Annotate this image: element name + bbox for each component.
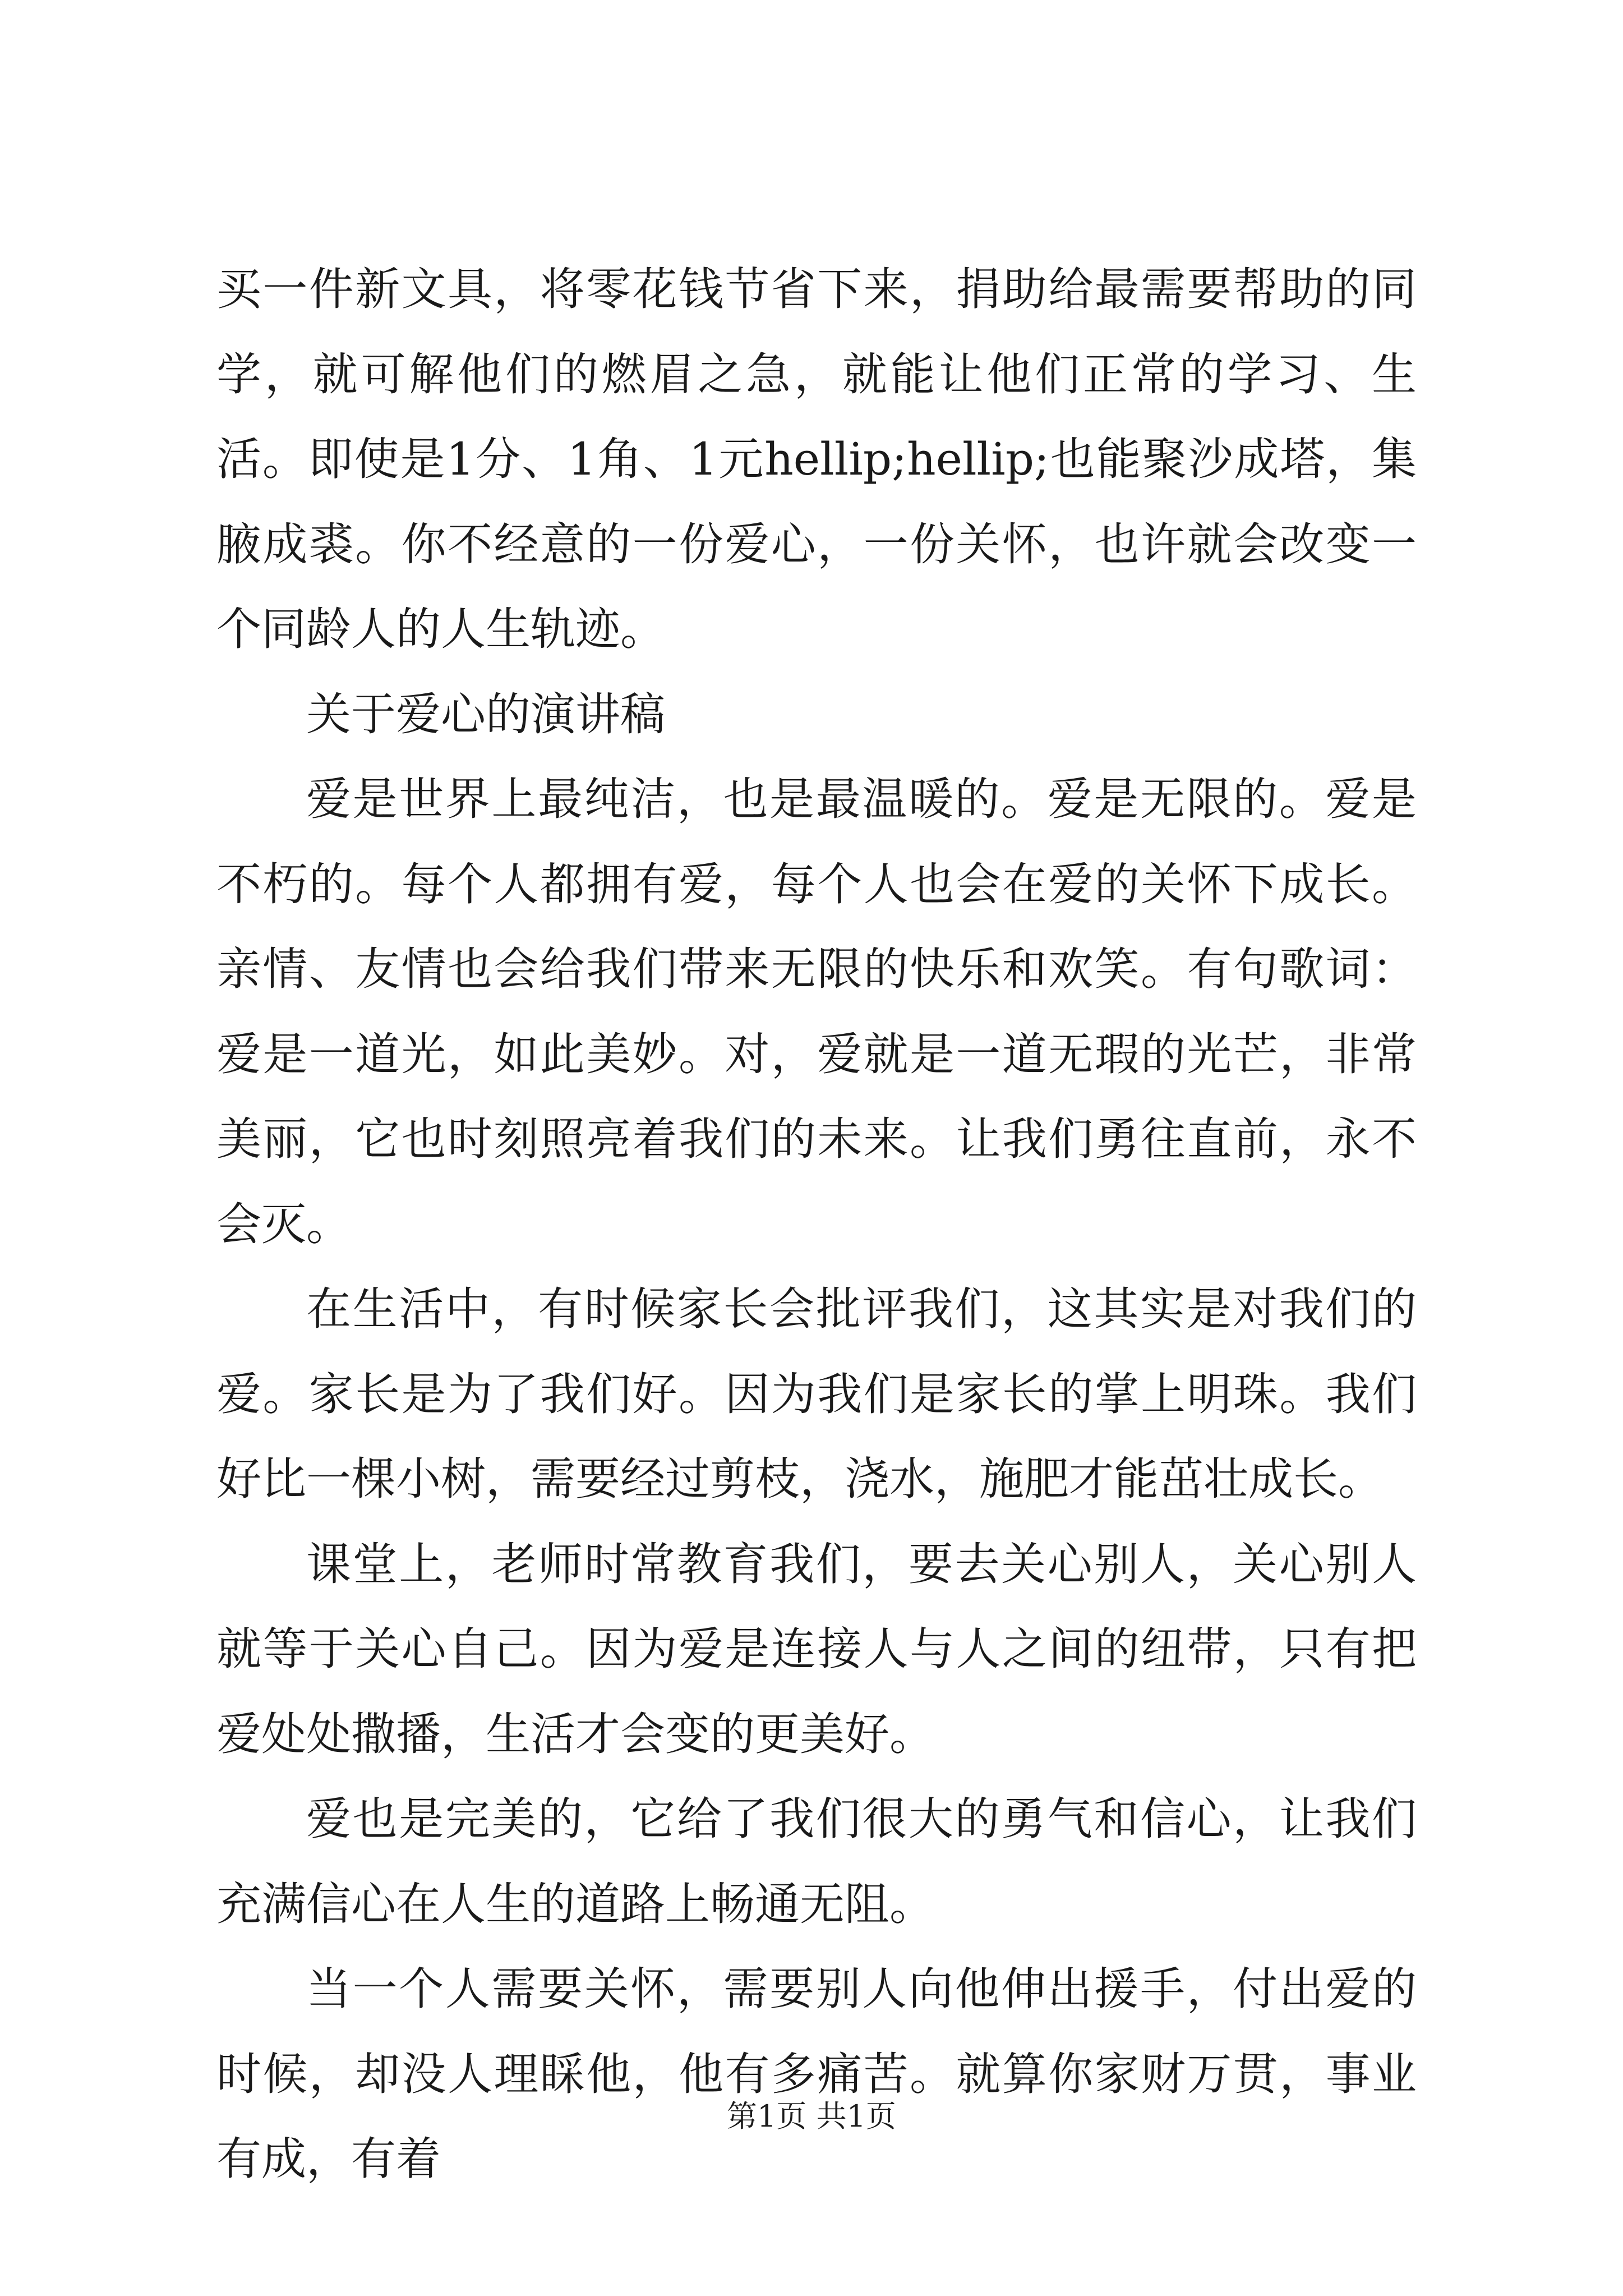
page-footer: 第1页 共1页	[727, 2099, 896, 2134]
paragraph-5: 爱也是完美的，它给了我们很大的勇气和信心，让我们充满信心在人生的道路上畅通无阻。	[216, 1793, 1417, 1930]
paragraph-1: 买一件新文具，将零花钱节省下来，捐助给最需要帮助的同学，就可解他们的燃眉之急，就能让他们正常的学习、生活。即使是1分、1角、1元hellip;hellip;也能聚沙成塔，集腋成裘。你不经意的一份爱心，一份关怀，也许就会改变一个同龄人的人生轨迹。	[216, 263, 1417, 655]
paragraph-4: 课堂上，老师时常教育我们，要去关心别人，关心别人就等于关心自己。因为爱是连接人与人之间的纽带，只有把爱处处撒播，生活才会变的更美好。	[216, 1538, 1417, 1760]
document-body	[216, 247, 1417, 2202]
paragraph-2: 爱是世界上最纯洁，也是最温暖的。爱是无限的。爱是不朽的。每个人都拥有爱，每个人也会在爱的关怀下成长。亲情、友情也会给我们带来无限的快乐和欢笑。有句歌词：爱是一道光，如此美妙。对，爱就是一道无瑕的光芒，非常美丽，它也时刻照亮着我们的未来。让我们勇往直前，永不会灭。	[216, 773, 1417, 1250]
paragraph-6: 当一个人需要关怀，需要别人向他伸出援手，付出爱的时候，却没人理睬他，他有多痛苦。就算你家财万贯，事业有成，有着	[216, 1963, 1417, 2185]
speech-title: 关于爱心的演讲稿	[306, 688, 665, 740]
paragraph-3: 在生活中，有时候家长会批评我们，这其实是对我们的爱。家长是为了我们好。因为我们是家长的掌上明珠。我们好比一棵小树，需要经过剪枝，浇水，施肥才能茁壮成长。	[216, 1283, 1417, 1505]
